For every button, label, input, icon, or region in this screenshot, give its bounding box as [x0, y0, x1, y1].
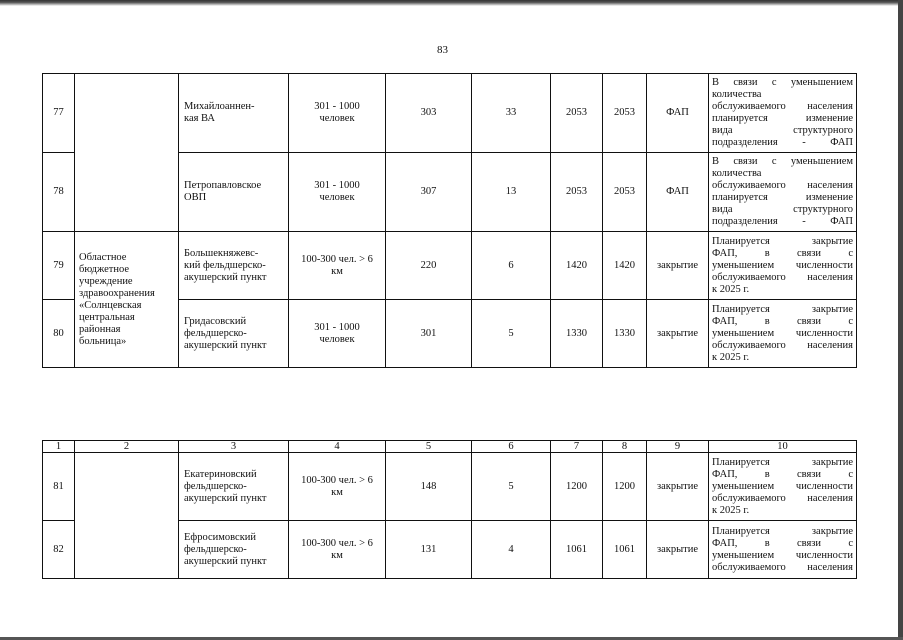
cell-col7: 2053 — [551, 74, 603, 153]
cell-col5: 301 — [386, 300, 472, 368]
cell-col7: 1330 — [551, 300, 603, 368]
cell-col6: 13 — [472, 153, 551, 232]
cell-col9: закрытие — [647, 232, 709, 300]
cell-col5: 148 — [386, 453, 472, 521]
column-header: 8 — [603, 441, 647, 453]
cell-col8: 2053 — [603, 74, 647, 153]
facility-name: Гридасовский фельдшерско- акушерский пункт — [179, 300, 289, 368]
note-cell: Планируется закрытие ФАП, в связи с уменьшением численности обслуживаемого населения — [709, 521, 857, 579]
cell-col8: 1330 — [603, 300, 647, 368]
note-cell: В связи с уменьшением количества обслуживаемого населения планируется изменение вида структурного подразделения - ФАП — [709, 74, 857, 153]
cell-col5: 307 — [386, 153, 472, 232]
column-header: 9 — [647, 441, 709, 453]
population-range: 100-300 чел. > 6 км — [289, 521, 386, 579]
note-cell: В связи с уменьшением количества обслуживаемого населения планируется изменение вида структурного подразделения - ФАП — [709, 153, 857, 232]
note-cell: Планируется закрытие ФАП, в связи с уменьшением численности обслуживаемого населения к 2025 г. — [709, 453, 857, 521]
cell-col6: 6 — [472, 232, 551, 300]
population-range: 301 - 1000 человек — [289, 153, 386, 232]
population-range: 301 - 1000 человек — [289, 300, 386, 368]
institution-cell-empty — [75, 453, 179, 579]
column-header: 7 — [551, 441, 603, 453]
institution-name: Областное бюджетное учреждение здравоохранения «Солнцевская центральная районная больница» — [75, 232, 179, 368]
facility-name: Большекняжевс- кий фельдшерско- акушерский пункт — [179, 232, 289, 300]
cell-col8: 2053 — [603, 153, 647, 232]
table-row — [43, 74, 857, 153]
cell-col9: закрытие — [647, 521, 709, 579]
column-header: 6 — [472, 441, 551, 453]
population-range: 100-300 чел. > 6 км — [289, 453, 386, 521]
facility-name: Екатериновский фельдшерско- акушерский пункт — [179, 453, 289, 521]
cell-col9: ФАП — [647, 74, 709, 153]
cell-col7: 2053 — [551, 153, 603, 232]
row-number: 81 — [43, 453, 75, 521]
cell-col5: 220 — [386, 232, 472, 300]
cell-col8: 1200 — [603, 453, 647, 521]
population-range: 100-300 чел. > 6 км — [289, 232, 386, 300]
cell-col6: 5 — [472, 453, 551, 521]
column-header: 5 — [386, 441, 472, 453]
column-header: 1 — [43, 441, 75, 453]
note-cell: Планируется закрытие ФАП, в связи с уменьшением численности обслуживаемого населения к 2025 г. — [709, 300, 857, 368]
cell-col6: 5 — [472, 300, 551, 368]
cell-col7: 1061 — [551, 521, 603, 579]
note-cell: Планируется закрытие ФАП, в связи с уменьшением численности обслуживаемого населения к 2025 г. — [709, 232, 857, 300]
table-row — [43, 453, 857, 521]
cell-col9: закрытие — [647, 453, 709, 521]
cell-col7: 1420 — [551, 232, 603, 300]
column-header: 2 — [75, 441, 179, 453]
cell-col6: 33 — [472, 74, 551, 153]
facility-name: Петропавловское ОВП — [179, 153, 289, 232]
table-row — [43, 232, 857, 300]
scan-edge-right — [898, 0, 903, 640]
row-number: 78 — [43, 153, 75, 232]
cell-col8: 1061 — [603, 521, 647, 579]
column-number-header — [43, 441, 857, 453]
cell-col9: ФАП — [647, 153, 709, 232]
column-header: 4 — [289, 441, 386, 453]
facility-table-2 — [42, 440, 857, 579]
cell-col5: 303 — [386, 74, 472, 153]
facility-name: Михайлоаннен- кая ВА — [179, 74, 289, 153]
page-number: 83 — [437, 44, 448, 56]
facility-table-1 — [42, 73, 857, 368]
scan-edge-top — [0, 0, 903, 6]
cell-col7: 1200 — [551, 453, 603, 521]
cell-col6: 4 — [472, 521, 551, 579]
population-range: 301 - 1000 человек — [289, 74, 386, 153]
cell-col8: 1420 — [603, 232, 647, 300]
institution-cell-empty — [75, 74, 179, 232]
cell-col9: закрытие — [647, 300, 709, 368]
row-number: 82 — [43, 521, 75, 579]
cell-col5: 131 — [386, 521, 472, 579]
column-header: 10 — [709, 441, 857, 453]
row-number: 77 — [43, 74, 75, 153]
row-number: 80 — [43, 300, 75, 368]
row-number: 79 — [43, 232, 75, 300]
facility-name: Ефросимовский фельдшерско- акушерский пункт — [179, 521, 289, 579]
column-header: 3 — [179, 441, 289, 453]
